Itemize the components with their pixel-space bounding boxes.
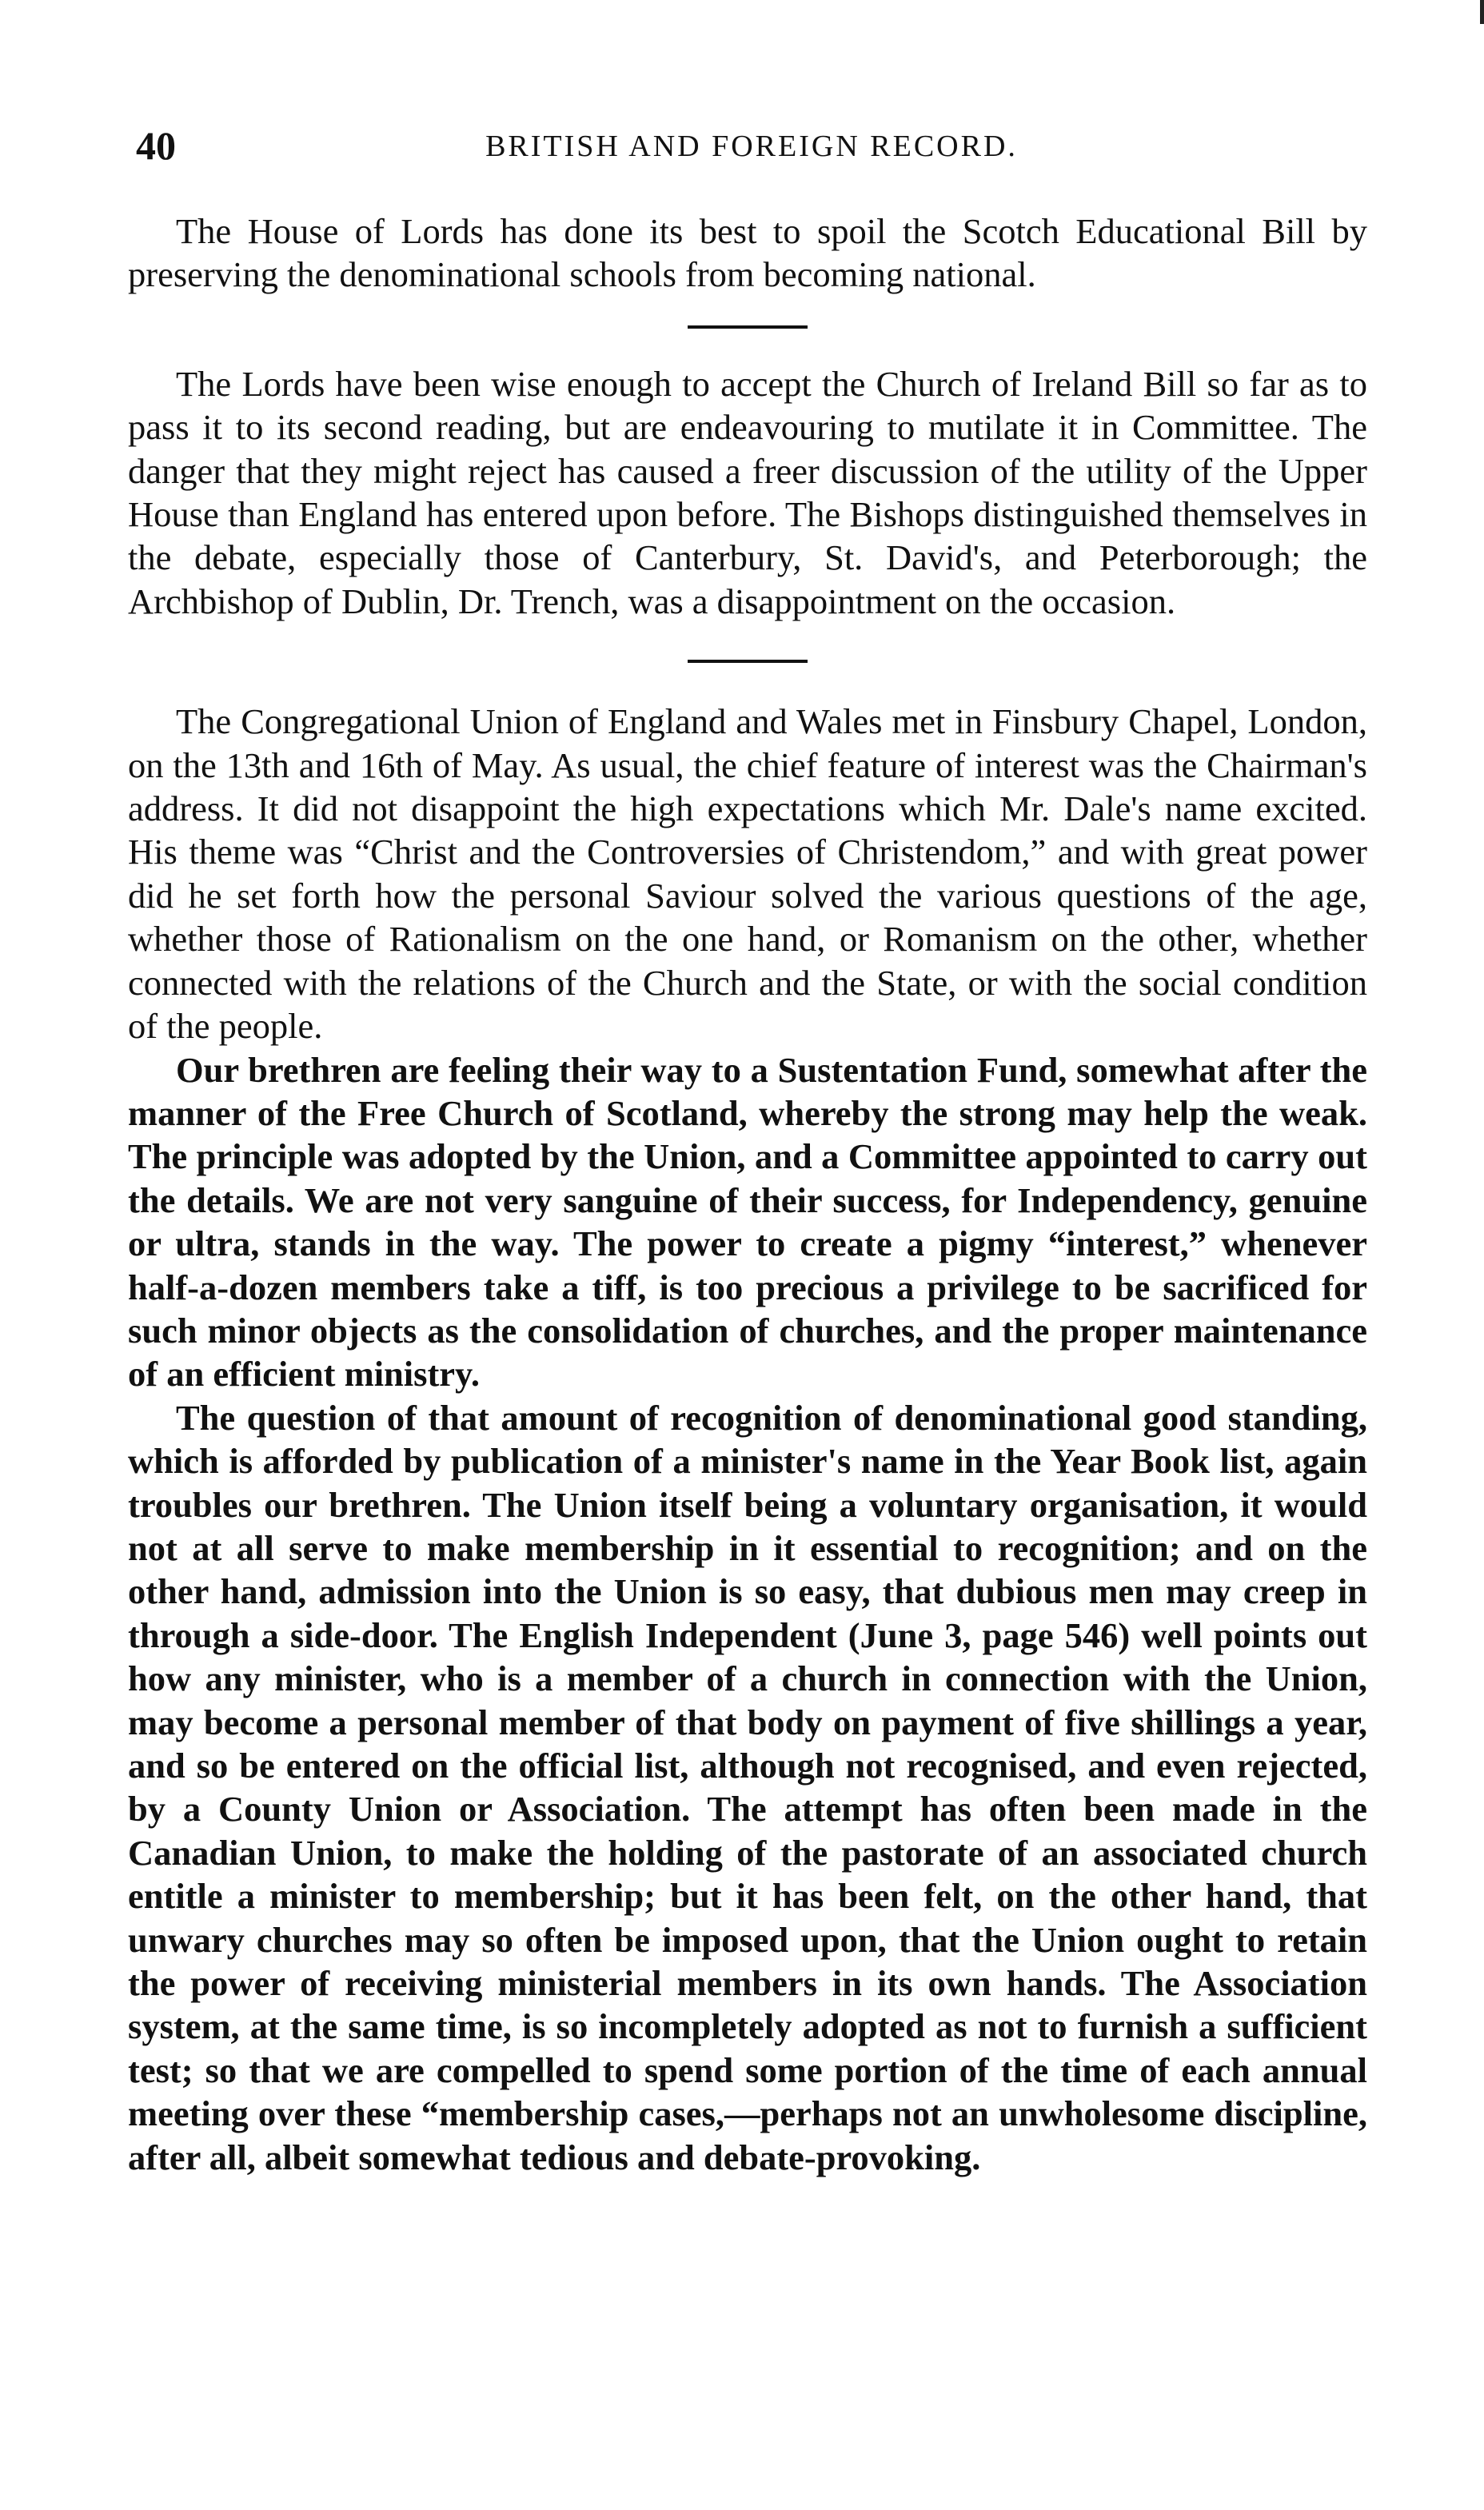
- page-edge-mark: [1480, 0, 1484, 24]
- article-lords-education: The House of Lords has done its best to spoil the Scotch Educational Bill by preserving the denominational schools from becoming national.: [128, 211, 1367, 295]
- running-head: BRITISH AND FOREIGN RECORD.: [485, 130, 1018, 163]
- section-divider: [688, 660, 808, 663]
- article-congregational-union: The Congregational Union of England and Wales met in Finsbury Chapel, London, on the 13th and 16th of May. As usual, the chief feature of interest was the Chairman's address. It did not disappoint the high expectations which Mr. Dale's name excited. His theme was “Christ and the Controversies of Christendom,” and with great power did he set forth how the personal Saviour solved the various questions of the age, whether those of Rationalism on the one hand, or Romanism on the other, whether connected with the relations of the Church and the State, or with the social condition of the people.: [128, 701, 1367, 1047]
- section-divider: [688, 325, 808, 329]
- article-year-book-recognition: The question of that amount of recognition of denominational good standing, which is afforded by publication of a minister's name in the Year Book list, again troubles our brethren. The Union itself being a voluntary organisation, it would not at all serve to make membership in it essential to recognition; and on the other hand, admission into the Union is so easy, that dubious men may creep in through a side-door. The English Independent (June 3, page 546) well points out how any minister, who is a member of a church in connection with the Union, may become a personal member of that body on payment of five shillings a year, and so be entered on the official list, although not recognised, and even rejected, by a County Union or Association. The attempt has often been made in the Canadian Union, to make the holding of the pastorate of an associated church entitle a minister to membership; but it has been felt, on the other hand, that unwary churches may so often be imposed upon, that the Union ought to retain the power of receiving ministerial members in its own hands. The Association system, at the same time, is so incompletely adopted as not to furnish a sufficient test; so that we are compelled to spend some portion of the time of each annual meeting over these “membership cases,—perhaps not an unwholesome discipline, after all, albeit somewhat tedious and debate-provoking.: [128, 1397, 1367, 2177]
- article-church-of-ireland: The Lords have been wise enough to accept the Church of Ireland Bill so far as to pass it to its second reading, but are endeavouring to mutilate it in Committee. The danger that they might reject has caused a freer discussion of the utility of the Upper House than England has entered upon before. The Bishops distinguished themselves in the debate, especially those of Canterbury, St. David's, and Peterborough; the Archbishop of Dublin, Dr. Trench, was a disappointment on the occasion.: [128, 363, 1367, 621]
- article-sustentation-fund: Our brethren are feeling their way to a Sustentation Fund, somewhat after the manner of the Free Church of Scotland, whereby the strong may help the weak. The principle was adopted by the Union, and a Committee appointed to carry out the details. We are not very sanguine of their success, for Independency, genuine or ultra, stands in the way. The power to create a pigmy “interest,” whenever half-a-dozen members take a tiff, is too precious a privilege to be sacrificed for such minor objects as the consolidation of churches, and the proper maintenance of an efficient ministry.: [128, 1049, 1367, 1395]
- page-body: [128, 209, 1367, 2179]
- page-header: [128, 122, 1375, 178]
- page-number: 40: [136, 123, 176, 168]
